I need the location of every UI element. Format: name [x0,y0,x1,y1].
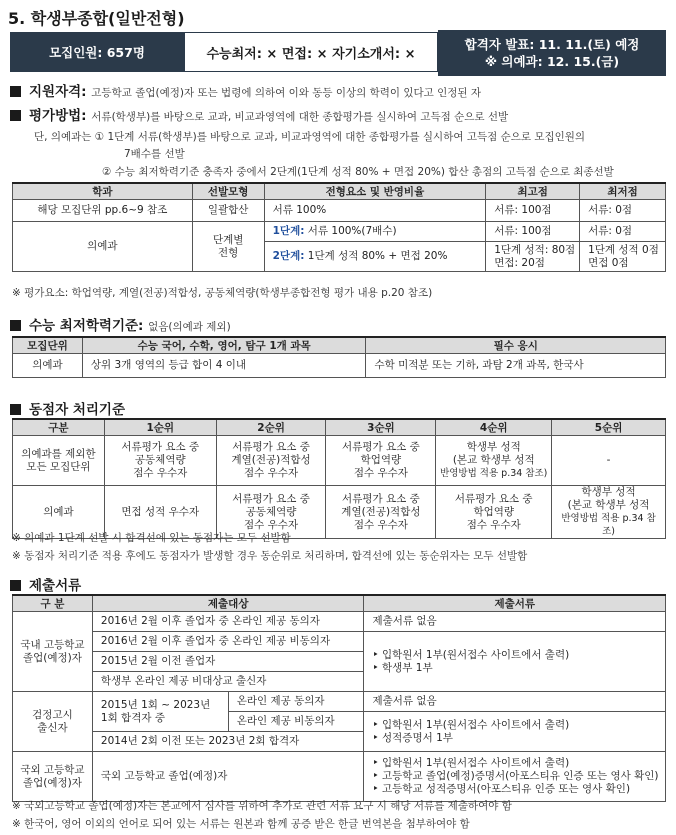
table-cell: 1단계 성적 0점 면접 0점 [580,242,666,272]
table-cell: ‣ 입학원서 1부(원서접수 사이트에서 출력) ‣ 학생부 1부 [364,632,666,692]
table-cell: 서류평가 요소 중 계열(전공)적합성 점수 우수자 [216,436,326,486]
col-header: 구 분 [13,595,93,612]
table-cell: - [552,436,666,486]
evaluation-note: ※ 평가요소: 학업역량, 계열(전공)적합성, 공동체역량(학생부종합전형 평가 내용 p.20 참조) [12,287,433,299]
table-row [13,354,666,378]
tie-table [12,418,666,539]
method-heading: 평가방법: [29,108,87,124]
col-header: 필수 응시 [366,337,666,354]
table-cell: 서류 100% [264,200,486,222]
method-section [10,104,508,124]
col-header: 4순위 [436,419,552,436]
col-header: 3순위 [326,419,436,436]
tie-note-2: ※ 동점자 처리기준 적용 후에도 동점자가 발생할 경우 동순위로 처리하며, 합격선에 있는 동순위자는 모두 선발함 [12,550,528,562]
table-cell-label: 의예과를 제외한 모든 모집단위 [13,436,105,486]
announcement-box [438,30,666,76]
page-title: 5. 학생부종합(일반전형) [8,9,185,28]
table-cell-stage1: 1단계: 서류 100%(7배수) [264,222,486,242]
table-row [13,436,666,486]
method-text: 서류(학생부)를 바탕으로 교과, 비교과영역에 대한 종합평가를 실시하여 고득점 순으로 선발 [91,111,509,123]
summary-banner [10,30,666,76]
table-row [13,692,666,712]
table-cell: 2016년 2월 이후 졸업자 중 온라인 제공 동의자 [92,612,364,632]
table-cell: 국외 고등학교 졸업(예정)자 [92,752,364,802]
table-cell: 일괄합산 [192,200,264,222]
announcement-main: 합격자 발표: 11. 11.(토) 예정 [464,37,640,52]
qualification-heading: 지원자격: [29,84,87,100]
table-cell: ‣ 입학원서 1부(원서접수 사이트에서 출력) ‣ 고등학교 졸업(예정)증명서(아포스티유 인증 또는 영사 확인) ‣ 고등학교 성적증명서(아포스티유 인증 또는 영사 확인) [364,752,666,802]
docs-note-2: ※ 한국어, 영어 이외의 언어로 되어 있는 서류는 원본과 함께 공증 받은 한글 번역본을 첨부하여야 함 [12,818,470,830]
docs-table [12,594,666,802]
table-cell: 서류평가 요소 중 계열(전공)적합성 점수 우수자 [326,486,436,539]
table-cell: 온라인 제공 비동의자 [228,712,364,732]
tie-heading: 동점자 처리기준 [29,402,125,418]
col-header: 수능 국어, 수학, 영어, 탐구 1개 과목 [82,337,366,354]
csat-table [12,336,666,378]
table-cell: 서류: 0점 [580,222,666,242]
table-cell: 의예과 [13,354,83,378]
col-header: 제출대상 [92,595,364,612]
col-header: 2순위 [216,419,326,436]
table-cell: 제출서류 없음 [364,692,666,712]
col-header: 5순위 [552,419,666,436]
table-cell: 학생부 온라인 제공 비대상교 출신자 [92,672,364,692]
table-row [13,752,666,802]
col-header: 학과 [13,183,193,200]
table-cell-stage2: 2단계: 1단계 성적 80% + 면접 20% [264,242,486,272]
table-cell-label: 의예과 [13,486,105,539]
csat-text: 없음(의예과 제외) [148,321,231,333]
table-cell: 서류: 100점 [486,200,580,222]
method-medical-step2: ② 수능 최저학력기준 충족자 중에서 2단계(1단계 성적 80% + 면접 20%) 합산 총점의 고득점 순으로 최종선발 [102,166,614,178]
table-row [13,612,666,632]
method-medical-step1: 단, 의예과는 ① 1단계 서류(학생부)를 바탕으로 교과, 비교과영역에 대한 종합평가를 실시하여 고득점 순으로 모집인원의 [34,131,586,143]
tie-section [10,398,125,418]
table-row [13,200,666,222]
docs-note-1: ※ 국외고등학교 졸업(예정)자는 본교에서 심사를 위하여 추가로 관련 서류 요구 시 해당 서류를 제출하여야 함 [12,800,512,812]
table-cell: 수학 미적분 또는 기하, 과탐 2개 과목, 한국사 [366,354,666,378]
recruit-count: 모집인원: 657명 [10,32,184,72]
table-cell: 서류평가 요소 중 학업역량 점수 우수자 [326,436,436,486]
csat-section [10,314,231,334]
table-header-row [13,183,666,200]
table-cell-label: 국내 고등학교 졸업(예정)자 [13,612,93,692]
table-header-row [13,337,666,354]
csat-heading: 수능 최저학력기준: [29,318,144,334]
table-cell: 상위 3개 영역의 등급 합이 4 이내 [82,354,366,378]
square-bullet-icon [10,580,21,591]
table-cell: 서류: 100점 [486,222,580,242]
col-header: 최저점 [580,183,666,200]
col-header: 제출서류 [364,595,666,612]
table-cell: 2015년 2월 이전 졸업자 [92,652,364,672]
table-cell: 해당 모집단위 pp.6~9 참조 [13,200,193,222]
evaluation-table [12,182,666,272]
square-bullet-icon [10,404,21,415]
table-cell: 1단계 성적: 80점 면접: 20점 [486,242,580,272]
table-cell: 서류평가 요소 중 공동체역량 점수 우수자 [216,486,326,539]
col-header: 구분 [13,419,105,436]
table-row [13,222,666,242]
table-cell: 서류: 0점 [580,200,666,222]
tie-note-1: ※ 의예과 1단계 선발 시 합격선에 있는 동점자는 모두 선발함 [12,532,291,544]
requirements-summary: 수능최저: × 면접: × 자기소개서: × [184,32,438,72]
col-header: 최고점 [486,183,580,200]
table-cell: 학생부 성적 (본교 학생부 성적 반영방법 적용 p.34 참조) [552,486,666,539]
col-header: 선발모형 [192,183,264,200]
method-medical-step1-cont: 7배수를 선발 [124,148,185,160]
col-header: 모집단위 [13,337,83,354]
qualification-text: 고등학교 졸업(예정)자 또는 법령에 의하여 이와 동등 이상의 학력이 있다고 인정된 자 [91,87,482,99]
table-cell-dept: 의예과 [13,222,193,272]
table-header-row [13,419,666,436]
table-row [13,632,666,652]
table-cell-model: 단계별 전형 [192,222,264,272]
table-cell: 2015년 1회 ~ 2023년 1회 합격자 중 [92,692,228,732]
square-bullet-icon [10,86,21,97]
table-cell: 면접 성적 우수자 [104,486,216,539]
col-header: 1순위 [104,419,216,436]
announcement-medical: ※ 의예과: 12. 15.(금) [484,54,620,69]
table-cell: 서류평가 요소 중 학업역량 점수 우수자 [436,486,552,539]
table-cell: 온라인 제공 동의자 [228,692,364,712]
col-header: 전형요소 및 반영비율 [264,183,486,200]
table-cell-label: 국외 고등학교 졸업(예정)자 [13,752,93,802]
docs-section [10,574,81,594]
table-cell: ‣ 입학원서 1부(원서접수 사이트에서 출력) ‣ 성적증명서 1부 [364,712,666,752]
table-cell: 학생부 성적 (본교 학생부 성적 반영방법 적용 p.34 참조) [436,436,552,486]
square-bullet-icon [10,110,21,121]
qualification-section [10,80,481,100]
table-cell: 2014년 2회 이전 또는 2023년 2회 합격자 [92,732,364,752]
square-bullet-icon [10,320,21,331]
table-header-row [13,595,666,612]
table-cell: 제출서류 없음 [364,612,666,632]
table-cell-label: 검정고시 출신자 [13,692,93,752]
table-cell: 서류평가 요소 중 공동체역량 점수 우수자 [104,436,216,486]
docs-heading: 제출서류 [29,578,82,594]
table-cell: 2016년 2월 이후 졸업자 중 온라인 제공 비동의자 [92,632,364,652]
